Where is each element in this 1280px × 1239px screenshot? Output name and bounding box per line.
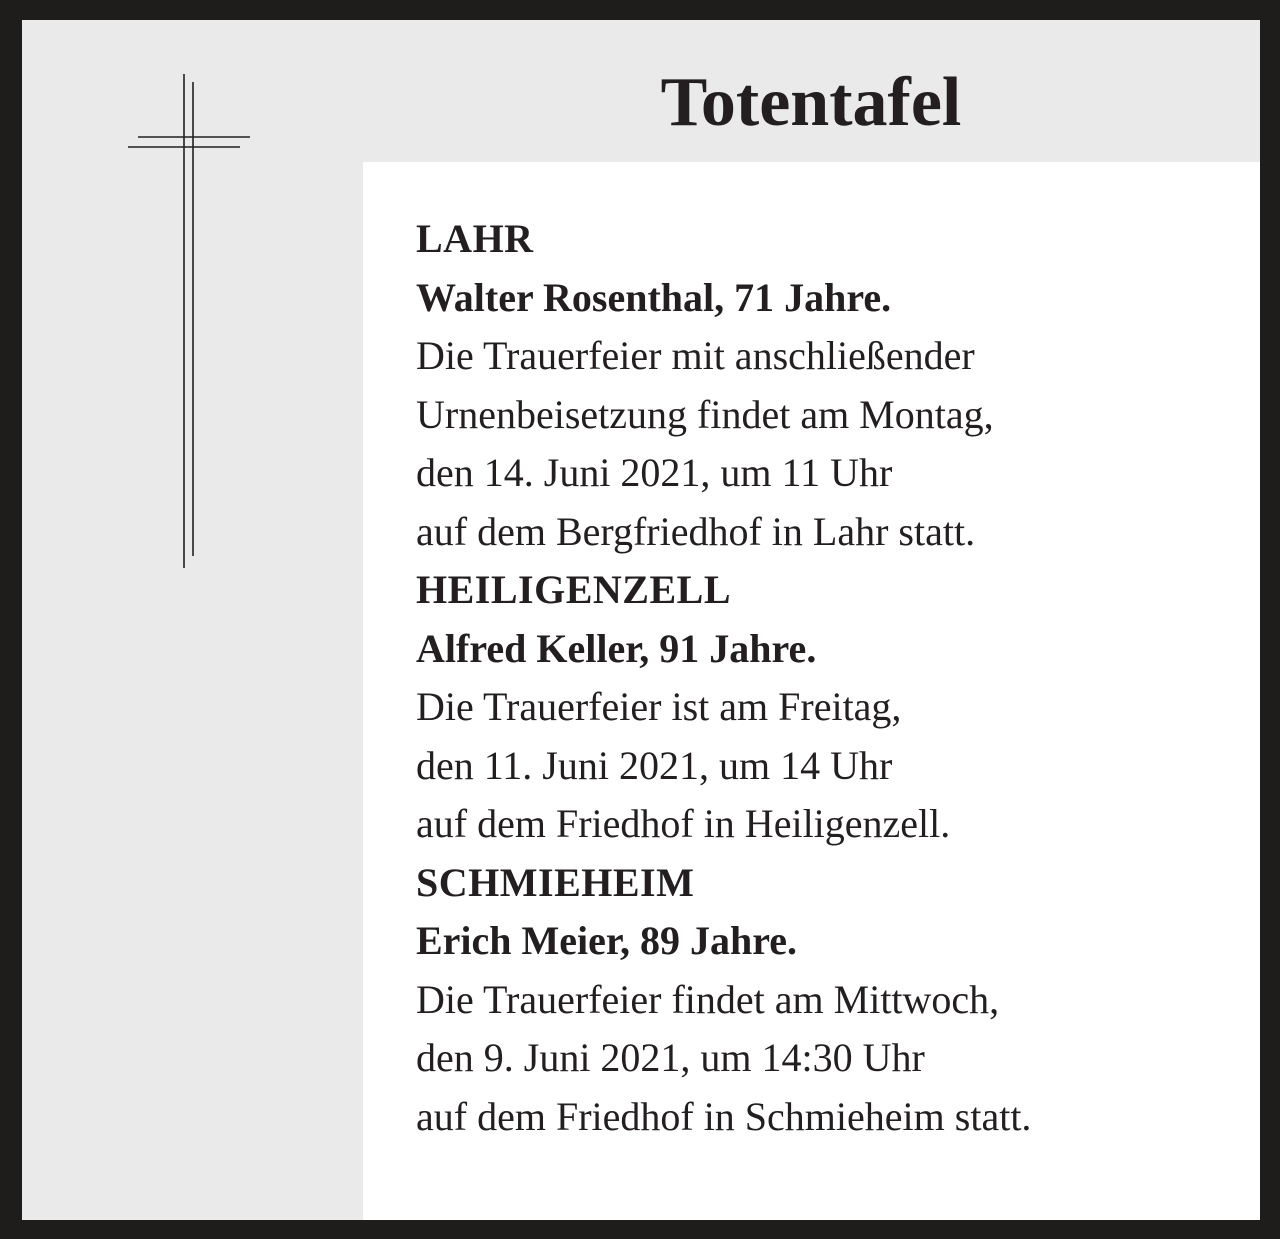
entry-text-line: auf dem Friedhof in Schmieheim statt. <box>416 1093 1032 1139</box>
entry-schmieheim <box>416 854 1236 1147</box>
cross-icon <box>128 74 252 568</box>
entry-person: Walter Rosenthal, 71 Jahre. <box>416 274 892 320</box>
page-title: Totentafel <box>660 64 962 141</box>
entry-text-line: den 11. Juni 2021, um 14 Uhr <box>416 742 893 788</box>
entry-text-line: Die Trauerfeier ist am Freitag, <box>416 684 902 729</box>
entry-text-line: Die Trauerfeier findet am Mittwoch, <box>416 976 1000 1022</box>
entry-text-line: auf dem Friedhof in Heiligenzell. <box>416 801 951 846</box>
entry-lahr <box>416 210 1236 561</box>
entry-text-line: den 9. Juni 2021, um 14:30 Uhr <box>416 1035 925 1080</box>
entry-person: Alfred Keller, 91 Jahre. <box>416 625 817 671</box>
entry-text-line: Die Trauerfeier mit anschließender <box>416 333 975 378</box>
entry-list <box>416 210 1236 1146</box>
obituary-notice <box>22 20 1260 1220</box>
entry-text-line: auf dem Bergfriedhof in Lahr statt. <box>416 508 976 554</box>
entry-place: LAHR <box>416 216 534 261</box>
entry-text-line: den 14. Juni 2021, um 11 Uhr <box>416 450 893 495</box>
entry-place: HEILIGENZELL <box>416 567 732 612</box>
entry-person: Erich Meier, 89 Jahre. <box>416 918 798 963</box>
entry-heiligenzell <box>416 561 1236 854</box>
content-panel <box>363 162 1260 1220</box>
entry-place: SCHMIEHEIM <box>416 859 695 905</box>
entry-text-line: Urnenbeisetzung findet am Montag, <box>416 391 994 437</box>
